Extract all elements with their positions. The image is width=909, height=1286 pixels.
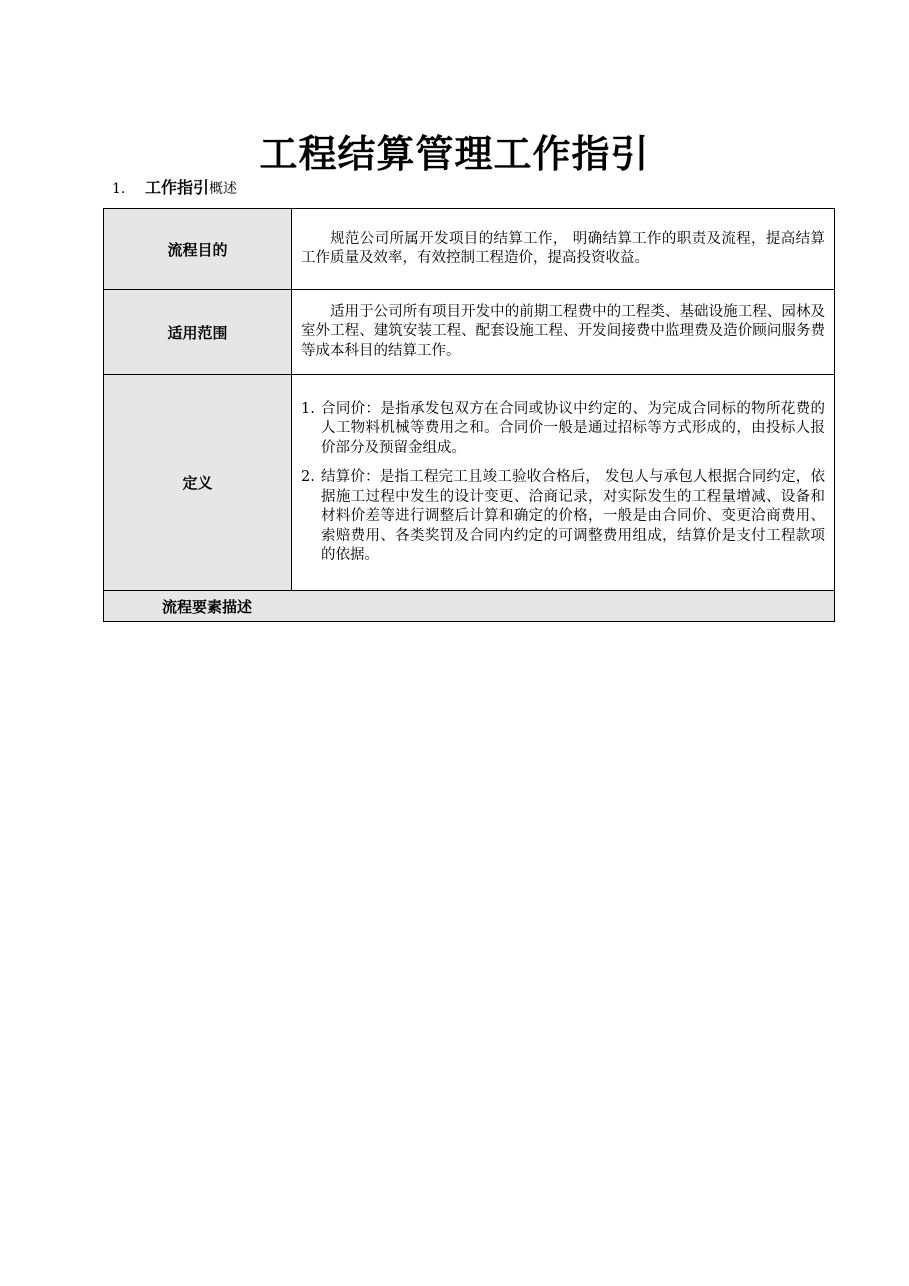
process-table: [103, 208, 835, 622]
section-heading: [112, 176, 237, 200]
table-row-elements: [104, 591, 835, 622]
definition-list: [301, 400, 825, 566]
table-row-definition: [104, 375, 835, 591]
row-label: 定义: [104, 375, 292, 591]
process-elements-label: 流程要素描述: [104, 591, 835, 622]
section-number: 1.: [112, 181, 126, 197]
document-title: 工程结算管理工作指引: [259, 132, 650, 176]
section-title-bold: 工作指引: [145, 178, 210, 197]
definition-item-number: 2.: [301, 469, 315, 485]
table-row-purpose: [104, 209, 835, 290]
definition-item-text: 结算价：是指工程完工且竣工验收合格后， 发包人与承包人根据合同约定，依据施工过程中发生的设计变更、洽商记录，对实际发生的工程量增减、设备和材料价差等进行调整后计算和确定的价格，一般是由合同价、变更洽商费用、索赔费用、各类奖罚及合同内约定的可调整费用组成，结算价是支付工程款项的依据。: [321, 469, 825, 563]
row-content: [292, 375, 835, 591]
purpose-text: 规范公司所属开发项目的结算工作， 明确结算工作的职责及流程，提高结算工作质量及效率，有效控制工程造价，提高投资收益。: [301, 230, 825, 266]
row-content: [292, 290, 835, 375]
definition-item-text: 合同价：是指承发包双方在合同或协议中约定的、为完成合同标的物所花费的人工物料机械等费用之和。合同价一般是通过招标等方式形成的，由投标人报价部分及预留金组成。: [321, 400, 825, 456]
scope-text: 适用于公司所有项目开发中的前期工程费中的工程类、基础设施工程、园林及室外工程、建筑安装工程、配套设施工程、开发间接费中监理费及造价顾问服务费等成本科目的结算工作。: [301, 303, 825, 359]
row-label: 流程目的: [104, 209, 292, 290]
definition-item-number: 1.: [301, 400, 315, 417]
definition-item: [301, 468, 825, 566]
table-row-scope: [104, 290, 835, 375]
definition-item: [301, 400, 825, 459]
row-label: 适用范围: [104, 290, 292, 375]
section-title-rest: 概述: [209, 181, 238, 197]
row-content: [292, 209, 835, 290]
